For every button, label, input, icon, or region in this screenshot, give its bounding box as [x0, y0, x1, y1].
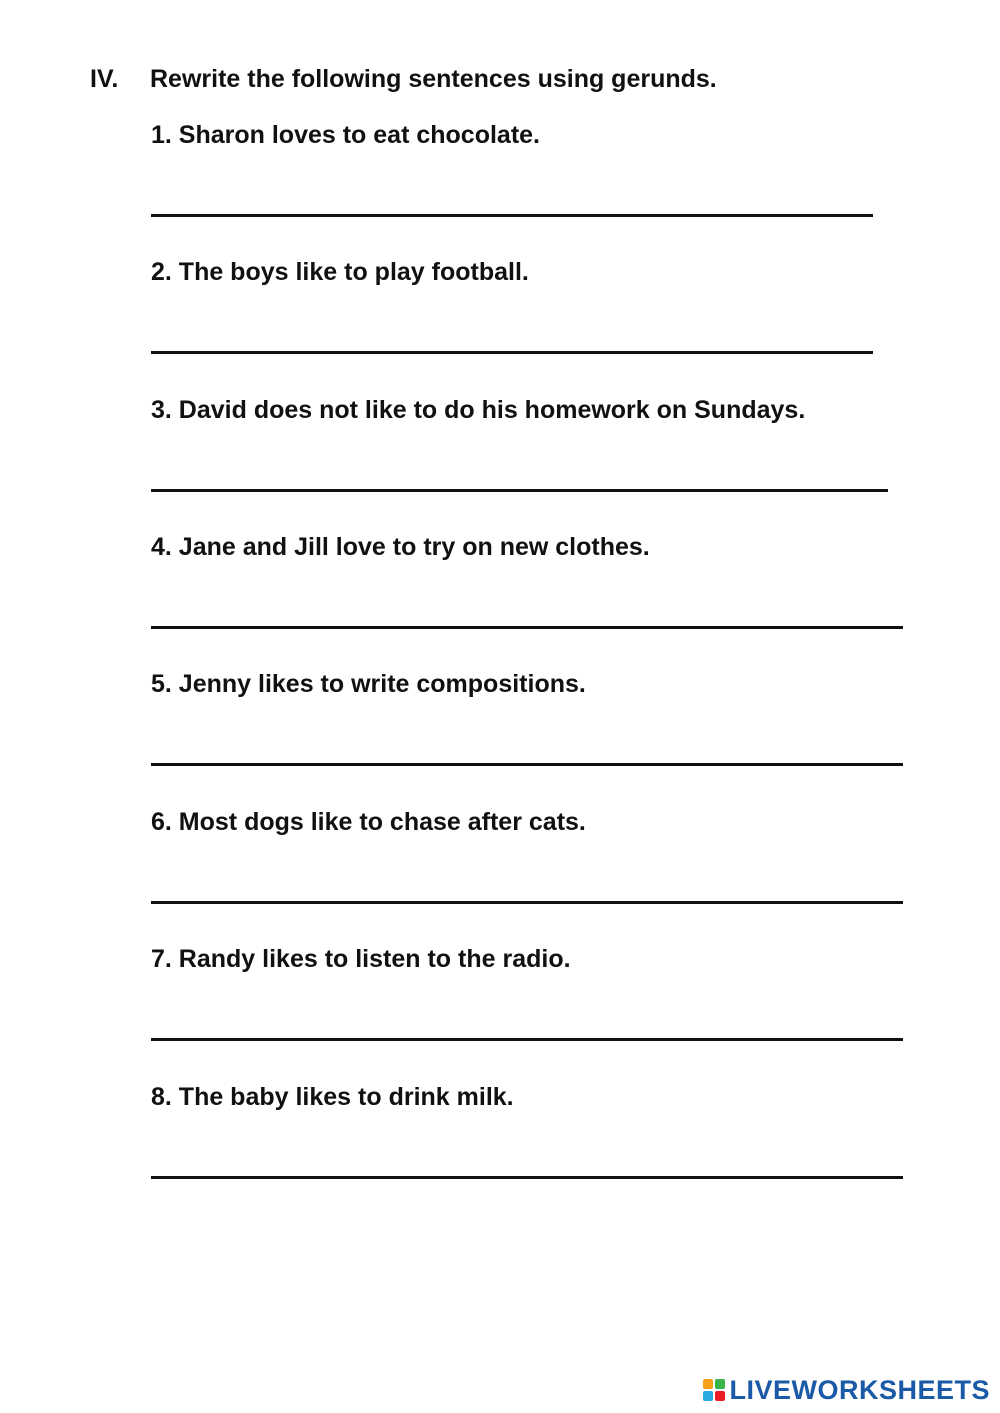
- question-1-text: 1. Sharon loves to eat chocolate.: [151, 121, 541, 149]
- answer-line-2[interactable]: [151, 351, 873, 354]
- answer-line-6[interactable]: [151, 901, 903, 904]
- question-1: [151, 118, 971, 152]
- question-2: [151, 255, 971, 289]
- question-5-text: 5. Jenny likes to write compositions.: [151, 670, 586, 698]
- section-numeral: IV.: [90, 65, 119, 93]
- answer-line-1[interactable]: [151, 214, 873, 217]
- answer-line-4[interactable]: [151, 626, 903, 629]
- logo-mark-icon: [703, 1379, 725, 1401]
- question-6-text: 6. Most dogs like to chase after cats.: [151, 808, 586, 836]
- question-5: [151, 667, 971, 701]
- answer-line-7[interactable]: [151, 1038, 903, 1041]
- question-6: [151, 805, 971, 839]
- answer-line-5[interactable]: [151, 763, 903, 766]
- question-8: [151, 1080, 971, 1114]
- section-instruction: Rewrite the following sentences using gerunds.: [150, 65, 717, 93]
- question-3: [151, 393, 971, 427]
- question-8-text: 8. The baby likes to drink milk.: [151, 1083, 514, 1111]
- question-3-text: 3. David does not like to do his homework on Sundays.: [151, 396, 806, 424]
- answer-line-8[interactable]: [151, 1176, 903, 1179]
- logo-text: LIVEWORKSHEETS: [729, 1374, 990, 1405]
- question-7-text: 7. Randy likes to listen to the radio.: [151, 945, 571, 973]
- question-2-text: 2. The boys like to play football.: [151, 258, 529, 286]
- section-header: [90, 62, 717, 96]
- answer-line-3[interactable]: [151, 489, 888, 492]
- question-4: [151, 530, 971, 564]
- liveworksheets-logo: [703, 1375, 990, 1405]
- question-4-text: 4. Jane and Jill love to try on new clothes.: [151, 533, 650, 561]
- question-7: [151, 942, 971, 976]
